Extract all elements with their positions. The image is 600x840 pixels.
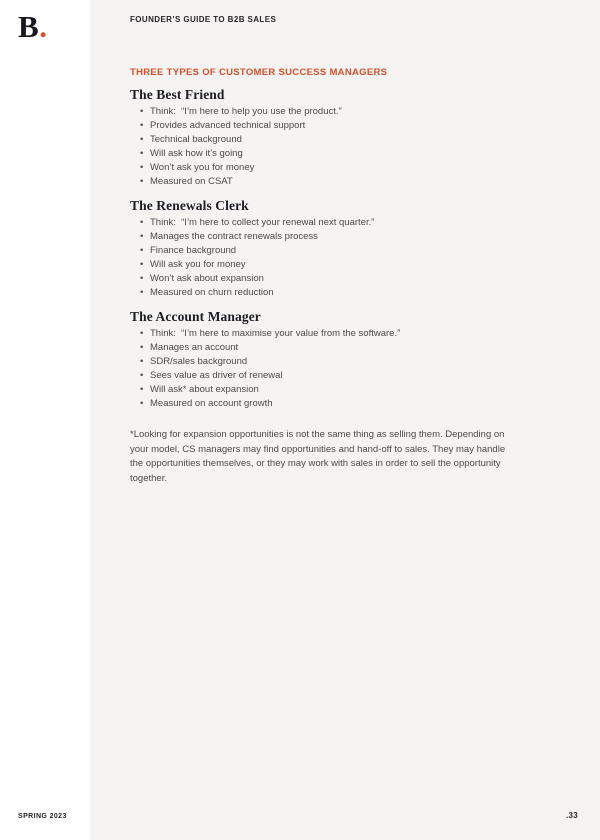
section-account-manager (130, 309, 515, 411)
left-margin-strip (0, 0, 90, 840)
list-item (130, 161, 515, 175)
list-item-text: Finance background (150, 245, 237, 256)
bullet-icon: • (140, 120, 144, 131)
bullet-icon: • (140, 231, 144, 242)
bullet-icon: • (140, 176, 144, 187)
footer-issue-label: SPRING 2023 (18, 813, 67, 820)
bullet-icon: • (140, 134, 144, 145)
list-item (130, 355, 515, 369)
bullet-icon: • (140, 162, 144, 173)
running-header: FOUNDER’S GUIDE TO B2B SALES (130, 15, 277, 24)
section-best-friend (130, 87, 515, 189)
bullet-icon: • (140, 328, 144, 339)
page-title: THREE TYPES OF CUSTOMER SUCCESS MANAGERS (130, 67, 388, 78)
list-item (130, 383, 515, 397)
bullet-icon: • (140, 259, 144, 270)
section-heading: The Account Manager (130, 309, 261, 324)
list-item-text: Will ask how it’s going (150, 148, 243, 159)
list-item (130, 341, 515, 355)
list-item-text: Will ask you for money (150, 259, 246, 270)
list-item-text: Won’t ask about expansion (150, 273, 264, 284)
bullet-icon: • (140, 217, 144, 228)
text-column (130, 67, 515, 486)
list-item-text: Sees value as driver of renewal (150, 370, 283, 381)
bullet-icon: • (140, 384, 144, 395)
page-number: .33 (565, 811, 578, 820)
list-item (130, 397, 515, 411)
list-item-text: Think: “I’m here to collect your renewal next quarter.” (150, 217, 375, 228)
list-item-text: Will ask* about expansion (150, 384, 259, 395)
list-item (130, 133, 515, 147)
bullet-icon: • (140, 398, 144, 409)
list-item-text: Won’t ask you for money (150, 162, 255, 173)
bullet-list (130, 216, 515, 300)
list-item-text: Provides advanced technical support (150, 120, 306, 131)
section-renewals-clerk (130, 198, 515, 300)
list-item (130, 369, 515, 383)
bullet-list (130, 327, 515, 411)
list-item-text: Technical background (150, 134, 242, 145)
list-item (130, 244, 515, 258)
bullet-list (130, 105, 515, 189)
list-item-text: Manages an account (150, 342, 239, 353)
list-item (130, 216, 515, 230)
list-item-text: Measured on account growth (150, 398, 273, 409)
bullet-icon: • (140, 245, 144, 256)
list-item-text: Measured on CSAT (150, 176, 233, 187)
bullet-icon: • (140, 273, 144, 284)
list-item (130, 175, 515, 189)
list-item (130, 258, 515, 272)
brand-logo (18, 10, 47, 44)
bullet-icon: • (140, 342, 144, 353)
footnote: *Looking for expansion opportunities is not the same thing as selling them. Depending on your model, CS managers may find opportunities and hand-off to sales. They may handle the opportunities themselves, or they may work with sales in order to sell the opportunity together. (130, 429, 506, 484)
list-item-text: Think: “I’m here to maximise your value from the software.” (150, 328, 401, 339)
list-item (130, 105, 515, 119)
section-heading: The Renewals Clerk (130, 198, 249, 213)
list-item (130, 119, 515, 133)
bullet-icon: • (140, 287, 144, 298)
section-heading: The Best Friend (130, 87, 225, 102)
list-item-text: Think: “I’m here to help you use the product.” (150, 106, 342, 117)
list-item (130, 327, 515, 341)
bullet-icon: • (140, 148, 144, 159)
list-item (130, 272, 515, 286)
bullet-icon: • (140, 106, 144, 117)
page-content-area (90, 0, 600, 840)
list-item-text: Measured on churn reduction (150, 287, 274, 298)
logo-letter: B (18, 9, 40, 44)
bullet-icon: • (140, 370, 144, 381)
list-item-text: Manages the contract renewals process (150, 231, 318, 242)
bullet-icon: • (140, 356, 144, 367)
list-item-text: SDR/sales background (150, 356, 248, 367)
list-item (130, 286, 515, 300)
logo-dot-icon: . (39, 9, 48, 44)
list-item (130, 230, 515, 244)
list-item (130, 147, 515, 161)
